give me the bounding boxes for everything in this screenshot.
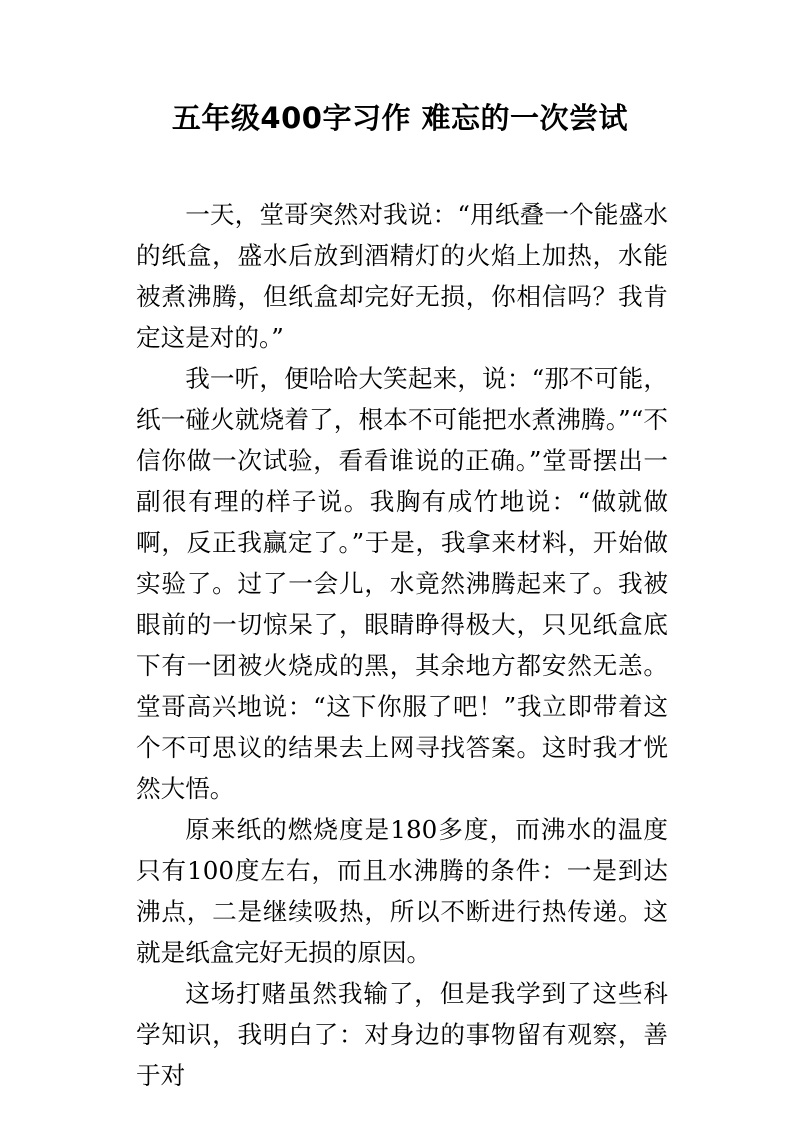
document-title: 五年级400字习作 难忘的一次尝试	[171, 101, 629, 135]
document-body	[136, 194, 668, 1096]
paragraph-3: 原来纸的燃烧度是180多度，而沸水的温度只有100度左右，而且水沸腾的条件：一是到达沸点，二是继续吸热，所以不断进行热传递。这就是纸盒完好无损的原因。	[136, 815, 668, 967]
paragraph-1: 一天，堂哥突然对我说：“用纸叠一个能盛水的纸盒，盛水后放到酒精灯的火焰上加热，水能被煮沸腾，但纸盒却完好无损，你相信吗？我肯定这是对的。”	[136, 200, 668, 352]
paragraph-4: 这场打赌虽然我输了，但是我学到了这些科学知识，我明白了：对身边的事物留有观察，善于对	[136, 979, 668, 1090]
paragraph-2: 我一听，便哈哈大笑起来，说：“那不可能，纸一碰火就烧着了，根本不可能把水煮沸腾。”“不信你做一次试验，看看谁说的正确。”堂哥摆出一副很有理的样子说。我胸有成竹地说：“做就做啊，反正我赢定了。”于是，我拿来材料，开始做实验了。过了一会儿，水竟然沸腾起来了。我被眼前的一切惊呆了，眼睛睁得极大，只见纸盒底下有一团被火烧成的黑，其余地方都安然无恙。堂哥高兴地说：“这下你服了吧！”我立即带着这个不可思议的结果去上网寻找答案。这时我才恍然大悟。	[136, 364, 668, 803]
